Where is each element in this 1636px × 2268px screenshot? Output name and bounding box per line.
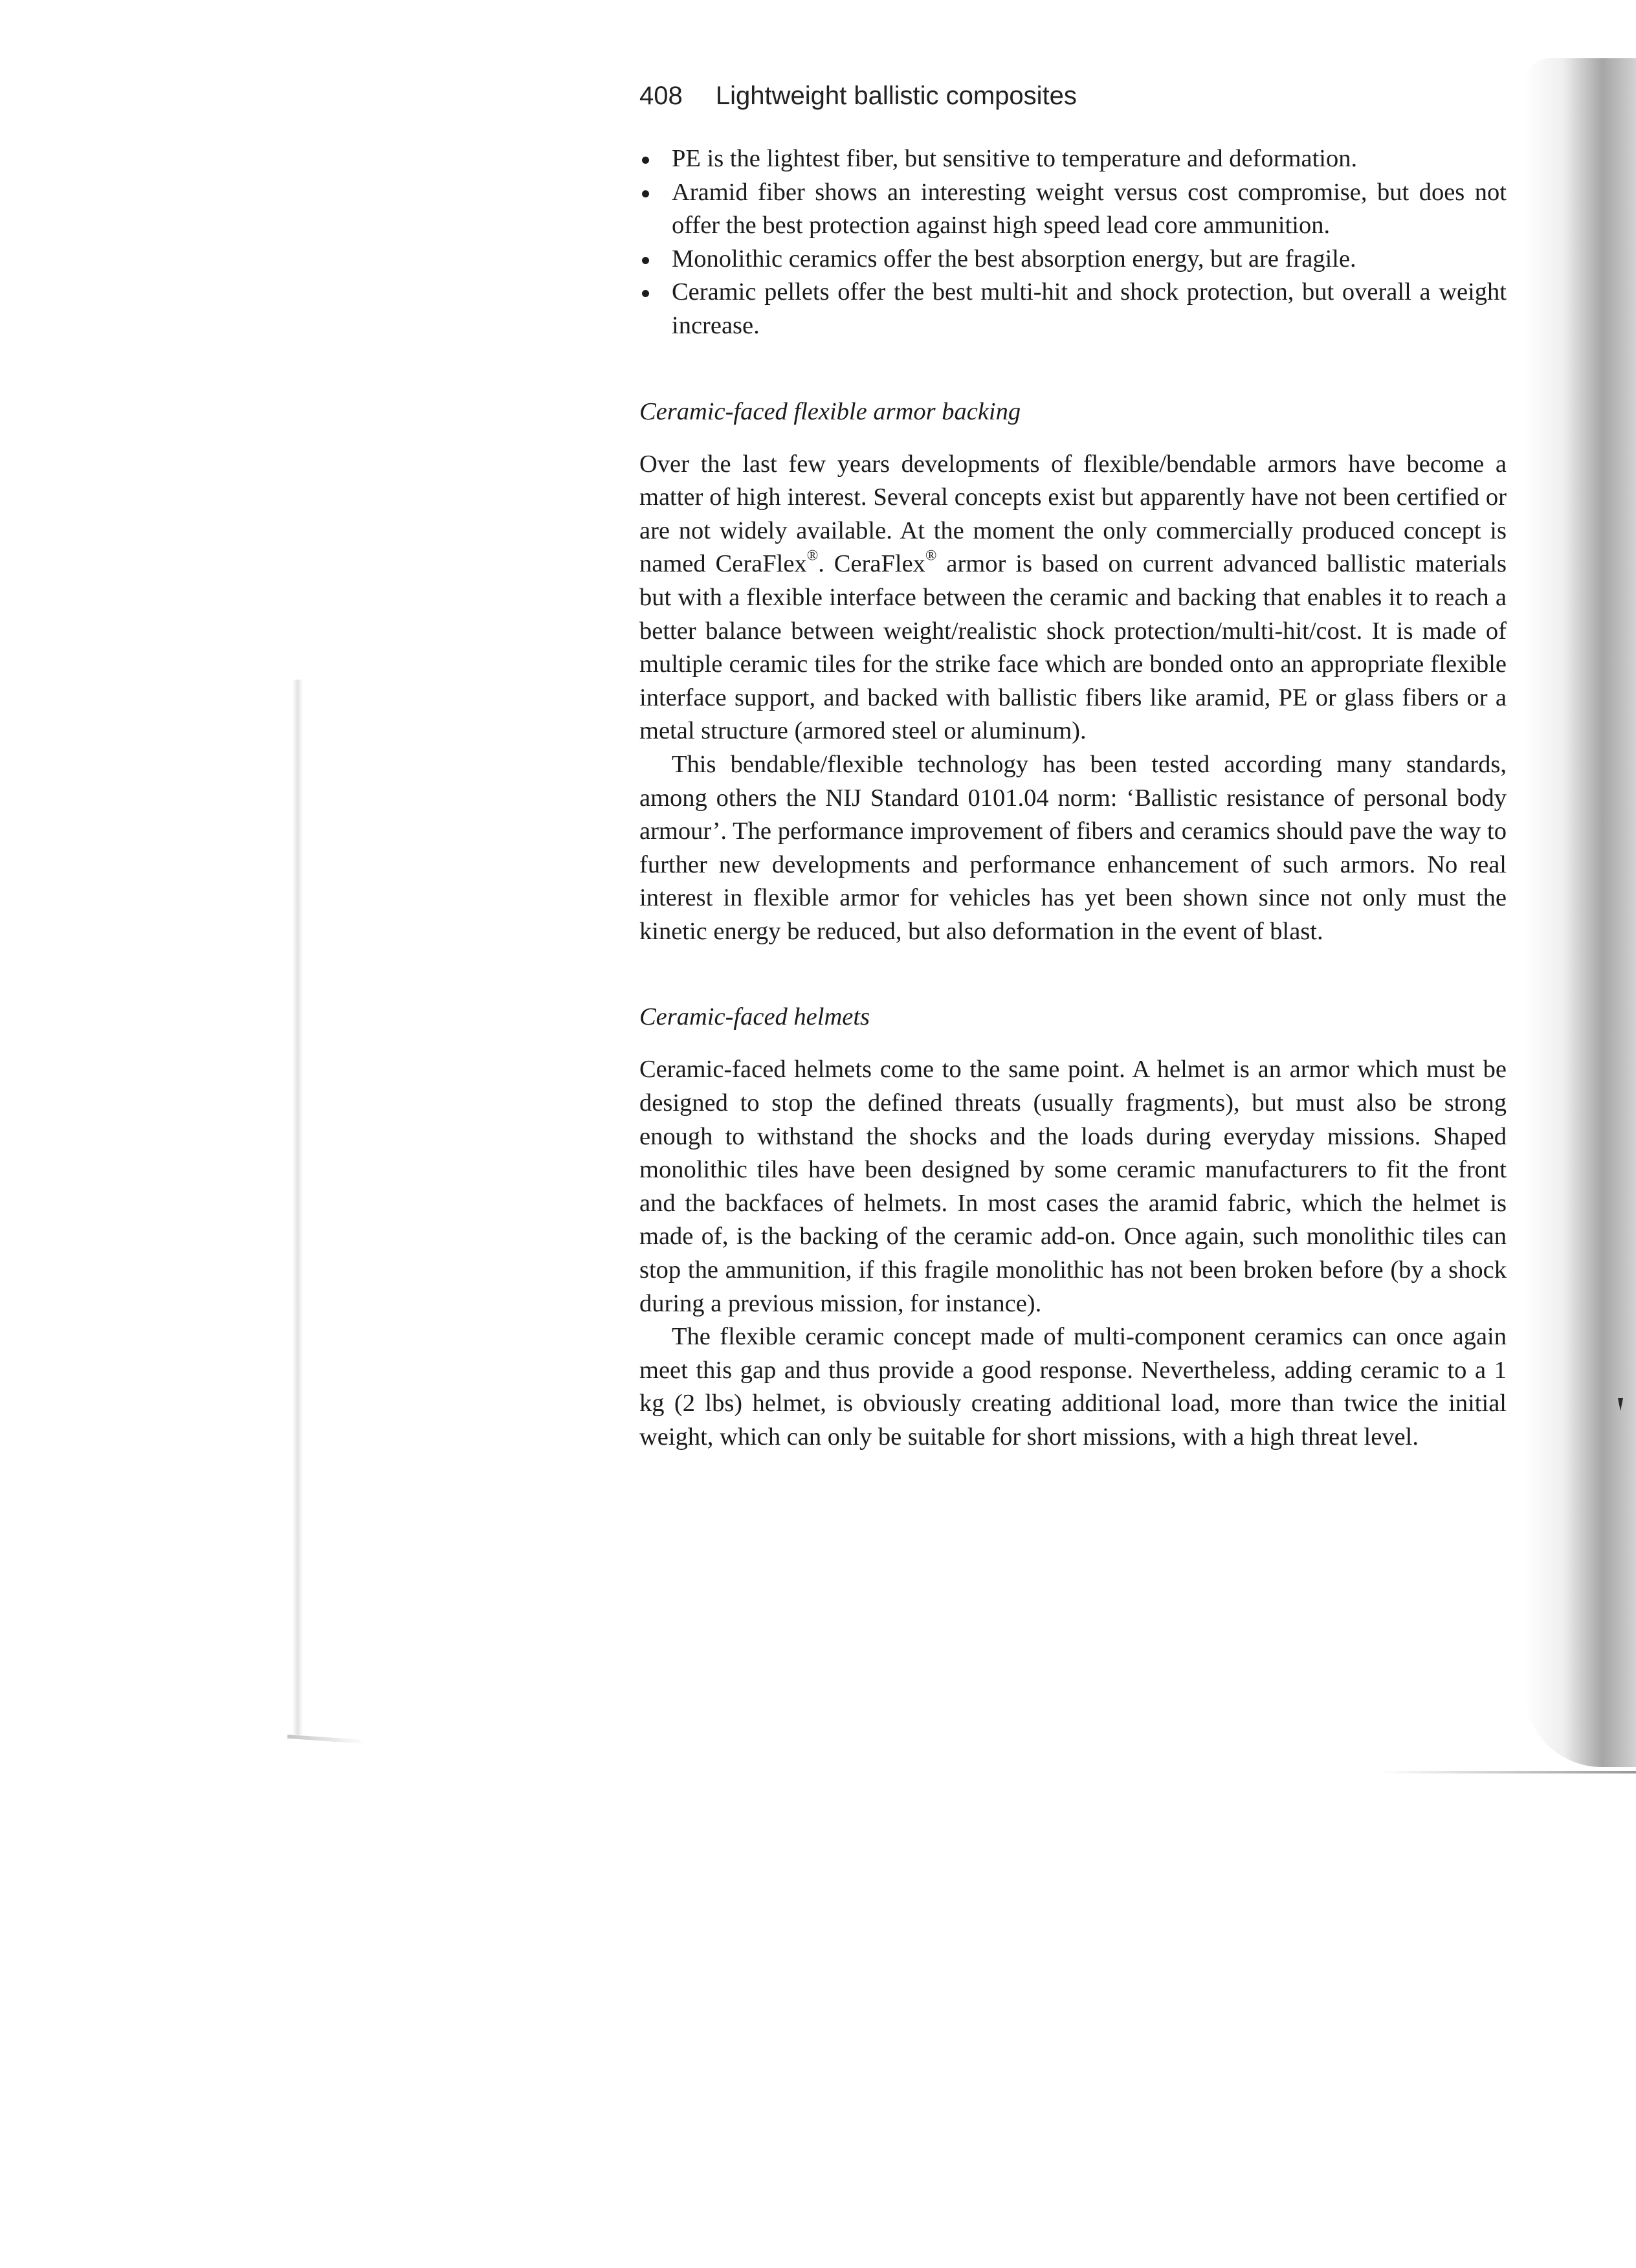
left-page-fold-foot — [287, 1735, 365, 1744]
paragraph-flexible-1 — [639, 448, 1507, 748]
list-item: Ceramic pellets offer the best multi-hit and shock protection, but overall a weight increase. — [639, 276, 1507, 342]
page-number: 408 — [639, 82, 683, 110]
paragraph-helmets-1: Ceramic-faced helmets come to the same point. A helmet is an armor which must be designed to stop the defined threats (usually fragments), but must also be strong enough to withstand the shocks and the loads during everyday missions. Shaped monolithic tiles have been designed by some ceramic manufacturers to fit the front and the backfaces of helmets. In most cases the aramid fabric, which the helmet is made of, is the backing of the ceramic add-on. Once again, such monolithic tiles can stop the ammunition, if this fragile monolithic has not been broken before (by a shock during a previous mission, for instance). — [639, 1056, 1507, 1317]
running-head-title: Lightweight ballistic composites — [715, 82, 1077, 110]
page-bottom-edge — [1378, 1771, 1636, 1773]
binding-shadow — [1524, 58, 1636, 1767]
body-text — [639, 142, 1507, 1454]
list-item: Monolithic ceramics offer the best absorption energy, but are fragile. — [639, 243, 1507, 276]
section-heading-helmets: Ceramic-faced helmets — [639, 1003, 870, 1031]
registered-mark: ® — [925, 547, 937, 564]
running-head — [639, 76, 1507, 115]
bullet-list — [639, 142, 1507, 343]
paragraph-text: . CeraFlex — [818, 550, 925, 578]
list-item: PE is the lightest fiber, but sensitive to temperature and deformation. — [639, 142, 1507, 176]
book-page — [639, 76, 1507, 1454]
paragraph-flexible-2: This bendable/flexible technology has been tested according many standards, among others the NIJ Standard 0101.04 norm: ‘Ballistic resistance of personal body armour’. The performance improvement of fibers and ceramics should pave the way to further new developments and performance enhancement of such armors. No real interest in flexible armor for vehicles has yet been shown since not only must the kinetic energy be reduced, but also deformation in the event of blast. — [639, 750, 1507, 945]
list-item: Aramid fiber shows an interesting weight versus cost compromise, but does not offer the best protection against high speed lead core ammunition. — [639, 176, 1507, 243]
section-heading-flexible-armor: Ceramic-faced flexible armor backing — [639, 397, 1021, 425]
registered-mark: ® — [806, 547, 819, 564]
paragraph-text: armor is based on current advanced ballistic materials but with a flexible interface between the ceramic and backing that enables it to reach a better balance between weight/realistic shock protection/multi-hit/cost. It is made of multiple ceramic tiles for the strike face which are bonded onto an appropriate flexible interface support, and backed with ballistic fibers like aramid, PE or glass fibers or a metal structure (armored steel or aluminum). — [639, 550, 1507, 745]
stray-scan-mark — [1618, 1398, 1623, 1411]
paragraph-helmets-2: The flexible ceramic concept made of multi-component ceramics can once again meet this gap and thus provide a good response. Nevertheless, adding ceramic to a 1 kg (2 lbs) helmet, is obviously creating additional load, more than twice the initial weight, which can only be suitable for short missions, with a high threat level. — [639, 1323, 1507, 1451]
paragraph-text: Over the last few years developments of flexible/bendable armors have become a matter of high interest. Several concepts exist but apparently have not been certified or are not widely available. At the moment the only commercially produced concept is named CeraFlex — [639, 450, 1507, 578]
left-page-fold — [293, 680, 303, 1735]
